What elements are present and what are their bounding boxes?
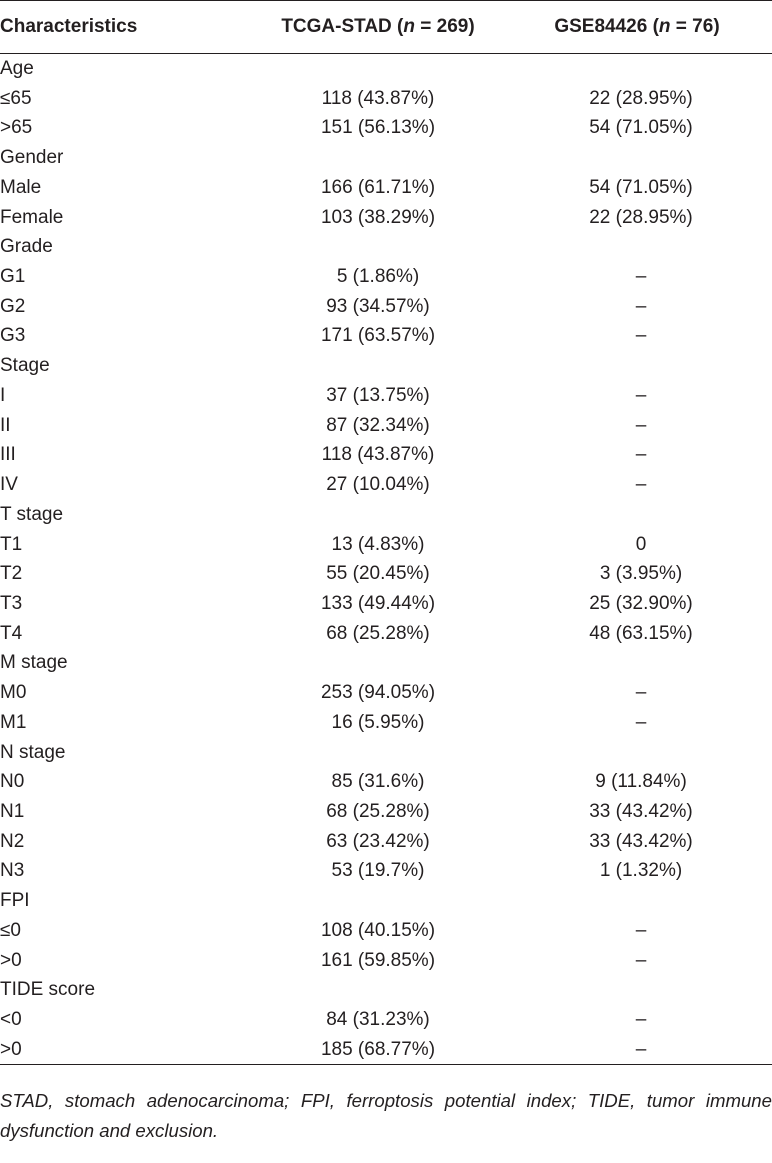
tcga-value-cell: 68 (25.28%) — [326, 622, 430, 644]
characteristic-cell: IV — [0, 474, 18, 496]
tcga-value-cell: 37 (13.75%) — [326, 384, 430, 406]
gse-value-cell: – — [635, 325, 647, 347]
gse-value-cell: 48 (63.15%) — [589, 622, 693, 644]
header-tcga-stad — [226, 1, 502, 54]
characteristic-cell: N3 — [0, 860, 25, 882]
tcga-value-cell: 118 (43.87%) — [321, 444, 435, 466]
characteristic-cell: N1 — [0, 800, 25, 822]
table-row — [0, 500, 772, 530]
table-row — [0, 975, 772, 1005]
table-row — [0, 262, 772, 292]
header-tcga-n: n — [403, 16, 415, 37]
table-row — [0, 886, 772, 916]
characteristic-cell: G1 — [0, 266, 26, 288]
characteristic-cell: >0 — [0, 949, 22, 971]
gse-value-cell: 33 (43.42%) — [589, 800, 693, 822]
table-row — [0, 321, 772, 351]
table-row — [0, 648, 772, 678]
table-row — [0, 440, 772, 470]
header-row — [0, 1, 772, 54]
characteristic-cell: <0 — [0, 1009, 22, 1030]
table-row — [0, 351, 772, 381]
characteristic-cell: Male — [0, 176, 42, 198]
gse-value-cell: 1 (1.32%) — [599, 860, 683, 882]
gse-value-cell: – — [635, 266, 647, 288]
characteristic-cell: Female — [0, 206, 64, 228]
characteristic-cell: T1 — [0, 533, 23, 555]
tcga-value-cell: 185 (68.77%) — [226, 1035, 502, 1065]
tcga-value-cell: 253 (94.05%) — [320, 682, 436, 704]
characteristic-cell: M1 — [0, 711, 27, 733]
gse-value-cell: 9 (11.84%) — [595, 771, 687, 793]
gse-value-cell: 22 (28.95%) — [589, 87, 693, 109]
header-characteristics: Characteristics — [0, 1, 226, 54]
table-row — [0, 738, 772, 768]
tcga-value-cell: 118 (43.87%) — [321, 87, 435, 109]
tcga-value-cell: 93 (34.57%) — [326, 295, 430, 317]
gse-value-cell: – — [635, 444, 647, 466]
gse-value-cell — [502, 351, 772, 381]
tcga-value-cell: 103 (38.29%) — [320, 206, 436, 228]
table-row — [0, 559, 772, 589]
tcga-value-cell: 133 (49.44%) — [320, 592, 436, 614]
gse-value-cell: 0 — [635, 533, 647, 555]
tcga-value-cell: 85 (31.6%) — [331, 771, 425, 793]
table-row — [0, 708, 772, 738]
table-row — [0, 619, 772, 649]
gse-value-cell: – — [635, 919, 647, 941]
table-row — [0, 797, 772, 827]
gse-value-cell: – — [635, 711, 647, 733]
characteristic-cell: T stage — [0, 503, 64, 525]
characteristic-cell: FPI — [0, 890, 30, 912]
tcga-value-cell: 108 (40.15%) — [320, 919, 436, 941]
characteristic-cell: II — [0, 414, 11, 436]
characteristic-cell: N0 — [0, 771, 25, 793]
gse-value-cell: – — [635, 414, 647, 436]
gse-value-cell: 22 (28.95%) — [589, 206, 693, 228]
characteristic-cell: I — [0, 384, 6, 406]
table-row — [0, 381, 772, 411]
table-row — [0, 292, 772, 322]
characteristic-cell: Grade — [0, 236, 53, 258]
characteristic-cell: N2 — [0, 830, 25, 852]
tcga-value-cell: 68 (25.28%) — [326, 800, 430, 822]
characteristic-cell: T2 — [0, 563, 23, 585]
tcga-value-cell: 55 (20.45%) — [326, 563, 430, 585]
tcga-value-cell — [226, 54, 502, 84]
tcga-value-cell — [226, 975, 502, 1005]
gse-value-cell — [502, 232, 772, 262]
characteristic-cell: M stage — [0, 652, 68, 674]
characteristic-cell: ≤65 — [0, 87, 32, 109]
table-row — [0, 470, 772, 500]
header-tcga-prefix: TCGA-STAD ( — [281, 16, 404, 37]
gse-value-cell — [502, 500, 772, 530]
header-gse-prefix: GSE84426 ( — [554, 16, 659, 37]
tcga-value-cell: 13 (4.83%) — [331, 533, 425, 555]
gse-value-cell: 33 (43.42%) — [589, 830, 693, 852]
gse-value-cell — [502, 975, 772, 1005]
table-row — [0, 916, 772, 946]
tcga-value-cell: 5 (1.86%) — [336, 266, 420, 288]
gse-value-cell — [502, 54, 772, 84]
characteristic-cell: Gender — [0, 147, 64, 169]
gse-value-cell: – — [635, 295, 647, 317]
header-tcga-suffix: = 269) — [415, 16, 475, 37]
gse-value-cell — [502, 886, 772, 916]
gse-value-cell — [502, 738, 772, 768]
header-gse-n: n — [658, 16, 671, 37]
table-row — [0, 856, 772, 886]
table-footnote: STAD, stomach adenocarcinoma; FPI, ferroptosis potential index; TIDE, tumor immune dysfunction and exclusion. — [0, 1090, 772, 1141]
tcga-value-cell — [226, 232, 502, 262]
gse-value-cell: 25 (32.90%) — [589, 592, 693, 614]
characteristic-cell: N stage — [0, 741, 66, 763]
tcga-value-cell — [226, 351, 502, 381]
table-row — [0, 203, 772, 233]
table-row — [0, 1005, 772, 1035]
characteristic-cell: >0 — [0, 1035, 226, 1065]
table-row — [0, 173, 772, 203]
table-row — [0, 589, 772, 619]
table-row — [0, 232, 772, 262]
table-row — [0, 113, 772, 143]
characteristic-cell: G3 — [0, 325, 26, 347]
tcga-value-cell: 53 (19.7%) — [331, 860, 425, 882]
tcga-value-cell: 171 (63.57%) — [320, 325, 436, 347]
gse-value-cell: 3 (3.95%) — [599, 563, 683, 585]
gse-value-cell: 54 (71.05%) — [589, 176, 693, 198]
tcga-value-cell: 27 (10.04%) — [326, 474, 430, 496]
table-body — [0, 54, 772, 1065]
table-row — [0, 678, 772, 708]
table-row — [0, 411, 772, 441]
tcga-value-cell — [226, 143, 502, 173]
characteristic-cell: G2 — [0, 295, 26, 317]
characteristic-cell: Stage — [0, 355, 50, 377]
gse-value-cell: – — [635, 1009, 647, 1030]
tcga-value-cell: 166 (61.71%) — [320, 176, 436, 198]
tcga-value-cell: 161 (59.85%) — [320, 949, 436, 971]
tcga-value-cell — [226, 648, 502, 678]
table-row — [0, 84, 772, 114]
table-row — [0, 1035, 772, 1065]
tcga-value-cell: 84 (31.23%) — [326, 1009, 430, 1030]
characteristic-cell: Age — [0, 58, 34, 79]
characteristic-cell: M0 — [0, 682, 27, 704]
gse-value-cell: – — [502, 1035, 772, 1065]
characteristic-cell: III — [0, 444, 16, 466]
characteristic-cell: ≤0 — [0, 919, 21, 941]
gse-value-cell — [502, 143, 772, 173]
tcga-value-cell — [226, 500, 502, 530]
tcga-value-cell — [226, 886, 502, 916]
tcga-value-cell: 151 (56.13%) — [320, 117, 436, 139]
table-row — [0, 54, 772, 84]
table-row — [0, 946, 772, 976]
tcga-value-cell: 63 (23.42%) — [326, 830, 430, 852]
table-row — [0, 143, 772, 173]
gse-value-cell: 54 (71.05%) — [589, 117, 693, 139]
table-header — [0, 1, 772, 54]
tcga-value-cell: 16 (5.95%) — [331, 711, 425, 733]
characteristic-cell: >65 — [0, 117, 33, 139]
tcga-value-cell: 87 (32.34%) — [326, 414, 430, 436]
table-row — [0, 530, 772, 560]
header-gse84426 — [502, 1, 772, 54]
table-row — [0, 827, 772, 857]
characteristic-cell: TIDE score — [0, 979, 96, 1001]
gse-value-cell: – — [635, 949, 647, 971]
characteristic-cell: T3 — [0, 592, 23, 614]
gse-value-cell: – — [635, 682, 647, 704]
gse-value-cell: – — [635, 384, 647, 406]
tcga-value-cell — [226, 738, 502, 768]
gse-value-cell — [502, 648, 772, 678]
table-row — [0, 767, 772, 797]
header-gse-suffix: = 76) — [670, 16, 720, 37]
gse-value-cell: – — [635, 474, 647, 496]
characteristic-cell: T4 — [0, 622, 23, 644]
